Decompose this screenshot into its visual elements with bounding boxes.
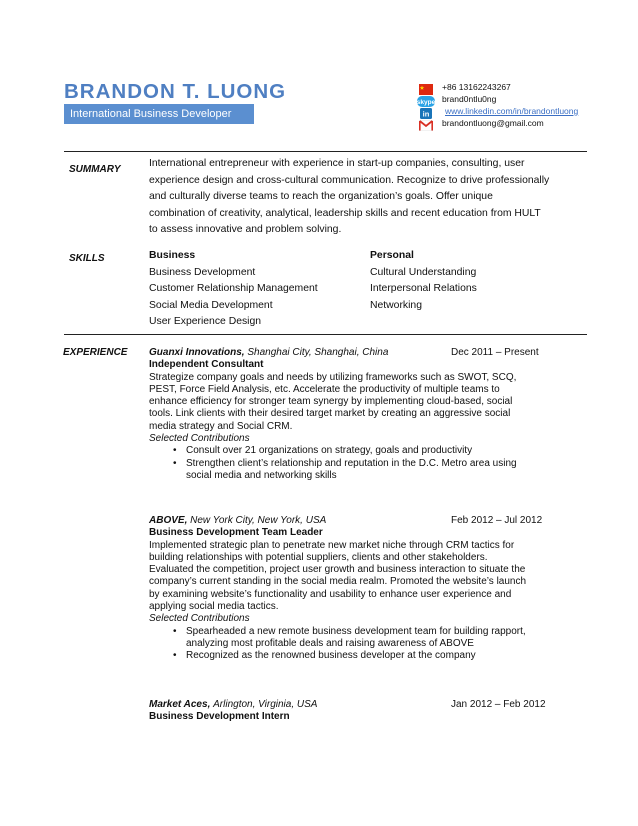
summary-line: combination of creativity, analytical, leadership skills and recent education from HULT [149, 207, 541, 219]
selected-contributions-heading: Selected Contributions [149, 613, 250, 625]
summary-text [149, 156, 589, 239]
job-description-line: Evaluated the competition, project user growth and business interaction to situate the [149, 564, 526, 576]
list-item: • Spearheaded a new remote business development team for building rapport, analyzing most profitable deals and raising awareness of ABOVE [149, 626, 589, 651]
job-role: Business Development Intern [149, 711, 290, 723]
skill-item: Social Media Development [149, 299, 273, 311]
section-divider [64, 334, 587, 335]
job-description-line: Implemented strategic plan to penetrate new market niche through CRM tactics for [149, 539, 515, 551]
skills-label: SKILLS [69, 253, 105, 264]
skill-item: Interpersonal Relations [370, 283, 477, 294]
contributions-list [149, 445, 589, 482]
job-entry-market-aces: Market Aces, Arlington, Virginia, USA Business Development Intern [149, 699, 589, 724]
job-description-line: applying social media tactics. [149, 601, 279, 613]
job-description-line: tools. Link clients with their desired target market by creating an aggressive social [149, 408, 511, 420]
linkedin-link[interactable]: www.linkedin.com/in/brandontluong [445, 106, 579, 116]
section-divider [64, 151, 587, 152]
skill-item: Customer Relationship Management [149, 283, 318, 294]
job-entry-above: ABOVE, New York City, New York, USA Business Development Team Leader Implemented strategic plan to penetrate new market niche through CRM tactics for building relationships with potential suppliers, clients and other stakeholders. Evaluated the competition, project user growth and business interaction to situate the company’s current standing in the social media realm. Promoted the website’s launch by examining website’s functionality and usability to enhance user experience and applying social media tactics. Selected Contributions • Spearheaded a new remote business development team for building rapport, analyzing most profitable deals and raising awareness of ABOVE • Recognized as the renowned business developer at the company [149, 515, 589, 663]
email-address[interactable]: brandontluong@gmail.com [442, 118, 544, 128]
candidate-name: BRANDON T. LUONG [64, 80, 287, 103]
job-title-banner: International Business Developer [64, 104, 254, 124]
china-flag-icon [419, 82, 433, 93]
job-description-line: building relationships with potential suppliers, clients and other stakeholders. [149, 551, 488, 563]
summary-line: and culturally diverse teams to reach the organization’s goals. Offer unique [149, 191, 493, 202]
summary-line: International entrepreneur with experience in start-up companies, consulting, user [149, 158, 525, 169]
svg-text:in: in [422, 109, 430, 119]
job-location: New York City, New York, USA [190, 515, 327, 526]
linkedin-icon[interactable] [420, 106, 432, 117]
job-description-line: by examining website’s functionality and usability to enhance user experience and [149, 588, 512, 600]
job-location: Arlington, Virginia, USA [213, 699, 318, 710]
business-skills-heading: Business [149, 250, 196, 261]
job-description-line: enhance efficiency for stronger team synergy by implementing cloud-based, social [149, 396, 513, 408]
business-skills [149, 248, 318, 331]
job-dates: Dec 2011 – Present [451, 347, 539, 358]
personal-skills-heading: Personal [370, 250, 414, 261]
summary-line: to assess innovative and problem solving. [149, 224, 342, 235]
job-description-line: company’s current standing in the social media realm. Promoted the website’s launch [149, 576, 527, 588]
job-description-line: Strategize company goals and needs by utilizing frameworks such as SWOT, SCQ, [149, 371, 517, 383]
job-description-line: media strategy and Social CRM. [149, 420, 293, 432]
skype-handle: brand0ntlu0ng [442, 94, 497, 104]
skill-item: User Experience Design [149, 316, 262, 327]
job-role: Independent Consultant [149, 359, 264, 371]
company-name: ABOVE [149, 515, 185, 526]
company-name: Market Aces [149, 699, 208, 710]
job-entry-guanxi: Guanxi Innovations, Shanghai City, Shanghai, China Independent Consultant Strategize company goals and needs by utilizing frameworks such as SWOT, SCQ, PEST, Force Field Analysis, etc. Accelerate the productivity of multiple teams to enhance efficiency for stronger team synergy by implementing cloud-based, social tools. Link clients with their desired target market by creating an aggressive social media strategy and Social CRM. Selected Contributions • Consult over 21 organizations on strategy, goals and productivity • Strengthen client’s relationship and reputation in the D.C. Metro area using social media and networking skills [149, 347, 589, 482]
summary-label: SUMMARY [69, 164, 121, 175]
company-name: Guanxi Innovations [149, 347, 242, 358]
job-location: Shanghai City, Shanghai, China [247, 347, 389, 358]
phone-number: +86 13162243267 [442, 82, 511, 92]
svg-text:skype: skype [417, 99, 435, 106]
experience-label: EXPERIENCE [63, 347, 128, 358]
skype-icon [417, 94, 435, 105]
gmail-icon [419, 118, 433, 129]
list-item: • Recognized as the renowned business developer at the company [149, 650, 589, 662]
list-item: • Consult over 21 organizations on strategy, goals and productivity [149, 445, 589, 457]
job-dates: Jan 2012 – Feb 2012 [451, 699, 546, 710]
skill-item: Business Development [149, 266, 256, 278]
list-item: • Strengthen client’s relationship and reputation in the D.C. Metro area using social media and networking skills [149, 458, 589, 483]
skill-item: Networking [370, 299, 422, 311]
job-role: Business Development Team Leader [149, 527, 323, 539]
personal-skills [370, 248, 477, 314]
skill-item: Cultural Understanding [370, 266, 477, 278]
job-description-line: PEST, Force Field Analysis, etc. Accelerate the productivity of multiple teams to [149, 383, 500, 395]
summary-line: experience design and cross-cultural communication. Recognize to drive professionally [149, 174, 550, 186]
job-dates: Feb 2012 – Jul 2012 [451, 515, 543, 526]
contributions-list [149, 626, 589, 663]
selected-contributions-heading: Selected Contributions [149, 433, 250, 445]
